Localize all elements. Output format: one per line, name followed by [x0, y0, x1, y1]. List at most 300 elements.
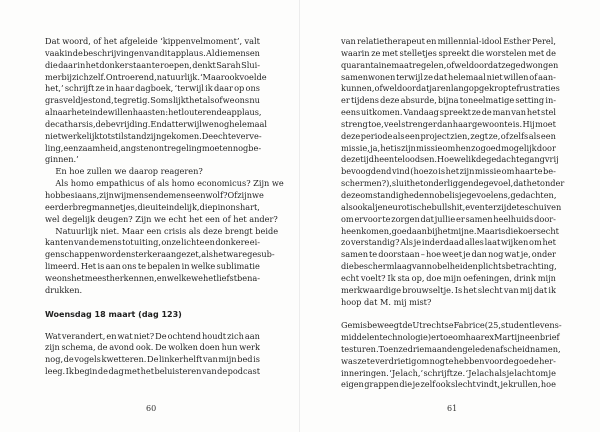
word: helemaal: [448, 71, 486, 82]
word: de: [45, 118, 56, 129]
word: voelt?: [360, 272, 386, 283]
word: en: [156, 272, 167, 283]
word: terwijl: [396, 71, 423, 82]
word: jullie: [434, 213, 456, 224]
word: doordat: [396, 83, 430, 94]
word: ze,: [488, 130, 501, 141]
word: dan: [437, 118, 453, 129]
word: ons: [234, 95, 250, 106]
word: spreekt: [439, 107, 471, 118]
word: toneelmatige: [459, 95, 515, 106]
text-line: [341, 379, 556, 391]
page-number-left: 60: [146, 404, 157, 413]
word: Perel,: [532, 36, 556, 46]
word: te: [394, 154, 403, 165]
text-line: [341, 368, 556, 380]
right-page-text: [341, 36, 565, 391]
word: begin: [74, 366, 98, 377]
word: vind: [391, 166, 410, 177]
word: stilstand: [110, 130, 147, 141]
word: welke: [166, 272, 192, 283]
word: goed: [391, 225, 412, 236]
word: zelfs: [509, 130, 529, 141]
word: is: [253, 354, 260, 365]
word: een: [524, 332, 540, 343]
word: ertoe: [431, 332, 453, 343]
word: hobbesiaans,: [45, 189, 100, 200]
word: maanden: [424, 343, 463, 354]
word: woord,: [62, 36, 91, 46]
word: om: [535, 367, 549, 378]
word: neurotische: [382, 201, 432, 212]
word: ei-: [249, 237, 260, 248]
word: hart,: [239, 201, 260, 212]
word: en: [204, 237, 215, 248]
word: Het: [80, 261, 97, 272]
word: van: [341, 36, 356, 46]
word: of: [93, 36, 102, 46]
word: be-: [248, 142, 262, 153]
word: ook: [435, 379, 451, 390]
text-line: [341, 332, 560, 344]
word: echte: [213, 130, 236, 141]
word: onder: [531, 249, 556, 260]
text-line: [341, 297, 556, 309]
word: niet?: [133, 330, 155, 341]
word: gedachtegang: [486, 154, 545, 165]
word: dat: [533, 284, 548, 295]
word: staan: [128, 59, 152, 70]
word: haasten:: [132, 107, 169, 118]
word: de: [545, 47, 556, 58]
word: is.: [512, 118, 523, 129]
word: podcast: [227, 366, 260, 377]
word: als: [494, 367, 507, 378]
word: levens-: [532, 320, 562, 331]
word: mijn: [443, 272, 462, 283]
word: schrijft: [423, 367, 453, 378]
word: applaus.: [170, 47, 206, 58]
word: ontregeling: [153, 142, 202, 153]
word: krullen,: [508, 379, 541, 390]
word: gedachten,: [510, 189, 557, 200]
word: aangezet,: [161, 249, 202, 260]
word: catharsis,: [55, 118, 96, 129]
word: de: [97, 342, 108, 353]
word: zijn: [459, 166, 475, 177]
word: onder: [540, 178, 565, 189]
word: laat: [484, 237, 501, 248]
word: liefst: [216, 272, 238, 283]
word: Sarah: [216, 59, 241, 70]
word: De: [147, 354, 159, 365]
word: om: [452, 332, 466, 343]
left-page-text: [45, 36, 284, 378]
word: de: [481, 107, 492, 118]
word: sluit: [391, 178, 410, 189]
word: gekomen.: [161, 130, 202, 141]
word: En: [150, 118, 162, 129]
word: dat: [161, 118, 176, 129]
word: periode: [360, 130, 393, 141]
word: als: [528, 130, 541, 141]
word: verstandig?: [350, 237, 400, 248]
word: ware: [226, 249, 248, 260]
word: het: [542, 237, 556, 248]
word: het: [71, 107, 85, 118]
text-line: [341, 225, 559, 238]
word: bevrijding.: [105, 118, 151, 129]
word: sta: [397, 272, 410, 283]
word: om: [442, 142, 456, 153]
word: is: [97, 261, 105, 272]
word: drie: [407, 343, 425, 354]
word: door: [536, 142, 556, 153]
word: de: [72, 47, 83, 58]
word: haar: [115, 83, 135, 94]
word: daar: [213, 83, 233, 94]
text-line: [45, 331, 260, 343]
word: strenger: [401, 118, 437, 129]
word: Al: [206, 47, 215, 58]
text-line: [341, 154, 559, 166]
word: de: [63, 354, 74, 365]
word: uiting,: [134, 237, 161, 248]
word: dit: [159, 47, 171, 58]
word: te: [382, 213, 391, 224]
word: bevoogdend: [341, 166, 392, 177]
text-line: [341, 261, 556, 273]
word: die: [399, 379, 413, 390]
word: hoe: [425, 249, 441, 260]
word: door-: [534, 213, 556, 224]
word: alsof: [202, 95, 223, 106]
text-line: [341, 178, 565, 190]
word: student: [501, 320, 533, 331]
text-line: [45, 36, 260, 48]
word: bij: [426, 225, 438, 236]
word: slecht: [477, 284, 503, 295]
word: linkerhelft: [159, 354, 203, 365]
text-line-content: ginnen.’: [45, 154, 79, 165]
word: schuiven: [524, 201, 562, 212]
word: lijkt: [172, 95, 189, 106]
word: limeerd.: [45, 261, 80, 272]
word: streng: [341, 118, 368, 129]
word: niet: [45, 130, 62, 141]
word: mijne.: [450, 225, 477, 236]
word: om: [341, 213, 354, 224]
word: heen: [373, 154, 395, 165]
word: goed: [480, 142, 501, 153]
text-line-content: drukken.: [45, 284, 83, 295]
word: wij: [113, 189, 127, 200]
word: hebben: [453, 355, 485, 366]
word: de: [402, 320, 413, 331]
word: in: [77, 59, 86, 70]
word: samen: [341, 249, 368, 260]
word: ‘Maar: [199, 71, 225, 82]
word: om: [416, 355, 430, 366]
word: sturen.: [349, 343, 379, 354]
word: van: [503, 284, 519, 295]
word: ze: [398, 343, 408, 354]
diary-date-heading: Woensdag 18 maart (dag 123): [45, 309, 182, 319]
word: bij: [61, 71, 72, 82]
word: van: [511, 107, 527, 118]
word: te: [113, 95, 123, 106]
word: alles: [464, 237, 484, 248]
word: het: [85, 59, 99, 70]
text-line: [45, 143, 260, 155]
word: het: [168, 107, 182, 118]
word: beschrijvingen: [83, 47, 145, 58]
word: gesub-: [247, 249, 275, 260]
word: ‘kippenvelmoment’,: [160, 36, 243, 46]
word: in: [217, 201, 226, 212]
word: bena-: [237, 272, 261, 283]
text-line: [341, 131, 556, 143]
word: mens: [99, 237, 122, 248]
word: grappen: [364, 379, 399, 390]
word: het: [445, 166, 460, 177]
word: bijna: [437, 95, 459, 106]
word: mij: [519, 284, 533, 295]
word: gewoonte: [472, 118, 513, 129]
word: wat: [504, 249, 520, 260]
text-line: [341, 107, 556, 119]
text-line: [45, 354, 260, 366]
word: onderliggende: [423, 178, 484, 189]
word: nog,: [45, 354, 64, 365]
word: zich: [227, 330, 244, 341]
word: dagboek,: [135, 83, 174, 94]
word: angst: [120, 142, 144, 153]
word: de: [503, 355, 514, 366]
word: geleden: [462, 343, 496, 354]
word: Esther: [503, 36, 531, 46]
word: lacht: [514, 367, 536, 378]
word: applaus,: [226, 107, 262, 118]
word: Is: [454, 284, 463, 295]
word: haar: [465, 332, 485, 343]
word: nobelheid: [426, 261, 468, 272]
word: van: [412, 261, 427, 272]
word: doe: [426, 272, 442, 283]
word: goede: [513, 355, 539, 366]
text-line: [45, 285, 260, 297]
word: zo: [471, 142, 481, 153]
word: ze: [371, 47, 381, 58]
word: koers: [518, 225, 541, 236]
word: zichzelf.: [71, 71, 106, 82]
word: meest: [84, 272, 110, 283]
text-line: [341, 249, 556, 261]
word: Toen: [378, 343, 399, 354]
word: ling,: [45, 142, 64, 153]
word: kwetteren.: [101, 354, 147, 365]
word: die: [341, 261, 354, 272]
word: met: [528, 47, 545, 58]
word: op,: [411, 272, 425, 283]
word: welke: [190, 261, 216, 272]
word: vaak: [45, 47, 65, 58]
word: om: [501, 166, 515, 177]
word: zegt: [470, 130, 489, 141]
word: dan: [471, 249, 487, 260]
word: wolken: [168, 342, 198, 353]
word: ons: [122, 261, 137, 272]
word: terwijl: [175, 118, 202, 129]
word: inneringen.: [341, 367, 389, 378]
word: we: [201, 118, 214, 129]
page-number-right: 61: [447, 404, 458, 413]
word: Martijn: [494, 332, 525, 343]
word: te: [137, 261, 146, 272]
word: nu: [249, 95, 260, 106]
word: opgekropte: [468, 83, 517, 94]
word: je: [506, 367, 514, 378]
word: stelletjes: [399, 47, 437, 58]
word: verdrietig: [375, 355, 417, 366]
word: te: [445, 355, 454, 366]
word: ook.: [135, 342, 154, 353]
word: lach,’: [400, 367, 424, 378]
word: komen,: [361, 225, 392, 236]
word: nog: [487, 249, 504, 260]
word: de: [217, 366, 228, 377]
word: jarenlang: [429, 83, 469, 94]
word: ervoor: [354, 213, 382, 224]
word: als: [392, 130, 405, 141]
word: echt: [540, 225, 559, 236]
word: we: [191, 272, 204, 283]
word: absurde,: [400, 95, 437, 106]
word: Hoewel: [437, 154, 469, 165]
text-line: [341, 356, 556, 368]
word: aan-: [538, 71, 556, 82]
word: je: [412, 379, 420, 390]
word: bullshit,: [431, 201, 466, 212]
text-line: [45, 249, 275, 261]
word: man: [492, 107, 511, 118]
word: je,: [520, 249, 531, 260]
word: van: [144, 47, 160, 58]
text-line-content: wel degelijk deugen? Zijn we echt het een of het ander?: [45, 213, 278, 224]
word: dat: [420, 213, 434, 224]
word: helemaal: [229, 118, 267, 129]
text-line: [341, 343, 561, 356]
word: ochtend: [167, 330, 202, 341]
word: ons: [225, 201, 240, 212]
word: is: [452, 189, 459, 200]
word: Soms: [150, 95, 173, 106]
word: de: [89, 237, 100, 248]
word: mijn: [537, 272, 556, 283]
word: we: [222, 95, 235, 106]
word: die: [214, 47, 228, 58]
word: heen: [341, 225, 362, 236]
text-line: [45, 273, 260, 285]
text-line: [45, 95, 260, 107]
word: daar: [58, 59, 77, 70]
text-line: [45, 107, 260, 119]
word: stond,: [88, 95, 114, 106]
text-line-content: En hoe zullen we daarop reageren?: [45, 166, 203, 177]
word: beschermlaag: [353, 261, 413, 272]
text-line: [45, 60, 260, 72]
word: haar: [452, 118, 472, 129]
text-line: [341, 119, 556, 131]
word: missie: [474, 166, 502, 177]
word: of: [529, 71, 538, 82]
word: wat: [117, 330, 133, 341]
word: nog: [213, 118, 230, 129]
text-line: [341, 201, 562, 214]
text-line: [341, 36, 556, 48]
word: zo: [341, 237, 351, 248]
text-line: [341, 237, 556, 249]
word: naar: [52, 107, 72, 118]
word: het,’: [45, 83, 64, 94]
text-line: [45, 225, 279, 238]
word: in: [181, 261, 190, 272]
word: Fabrice: [453, 320, 485, 331]
word: ze: [501, 59, 511, 70]
word: stel: [541, 107, 556, 118]
text-line: [341, 273, 556, 285]
word: zijn: [146, 130, 162, 141]
text-line: [341, 72, 556, 84]
word: Gemis: [341, 320, 367, 331]
word: te: [516, 201, 525, 212]
word: her-: [539, 355, 556, 366]
word: Dat: [45, 36, 60, 46]
word: veel: [384, 118, 401, 129]
word: voor: [484, 355, 504, 366]
word: missie: [416, 142, 443, 153]
text-line: [45, 71, 267, 84]
word: ze.: [453, 367, 466, 378]
word: Ontroerend,: [105, 71, 157, 82]
text-line: [341, 285, 556, 297]
word: in: [105, 83, 114, 94]
left-paragraphs-top: [45, 36, 284, 297]
word: roepen,: [160, 59, 192, 70]
word: deze: [341, 189, 361, 200]
text-line: [45, 213, 278, 226]
word: het: [140, 366, 155, 377]
word: het: [437, 225, 451, 236]
word: grasveldje: [45, 95, 88, 106]
word: van: [73, 237, 89, 248]
word: avond: [109, 342, 135, 353]
word: lach: [476, 367, 495, 378]
word: al: [45, 107, 53, 118]
word: een: [190, 189, 206, 200]
word: tot: [99, 130, 111, 141]
word: dag: [108, 366, 124, 377]
word: Als: [400, 237, 413, 248]
word: het: [213, 249, 227, 260]
word: uiteindelijk,: [150, 201, 200, 212]
text-line: [45, 48, 260, 60]
word: drink: [513, 272, 536, 283]
word: ex: [484, 332, 495, 343]
word: leeg.: [45, 366, 66, 377]
word: brief: [539, 332, 560, 343]
word: loodsen.: [402, 154, 437, 165]
